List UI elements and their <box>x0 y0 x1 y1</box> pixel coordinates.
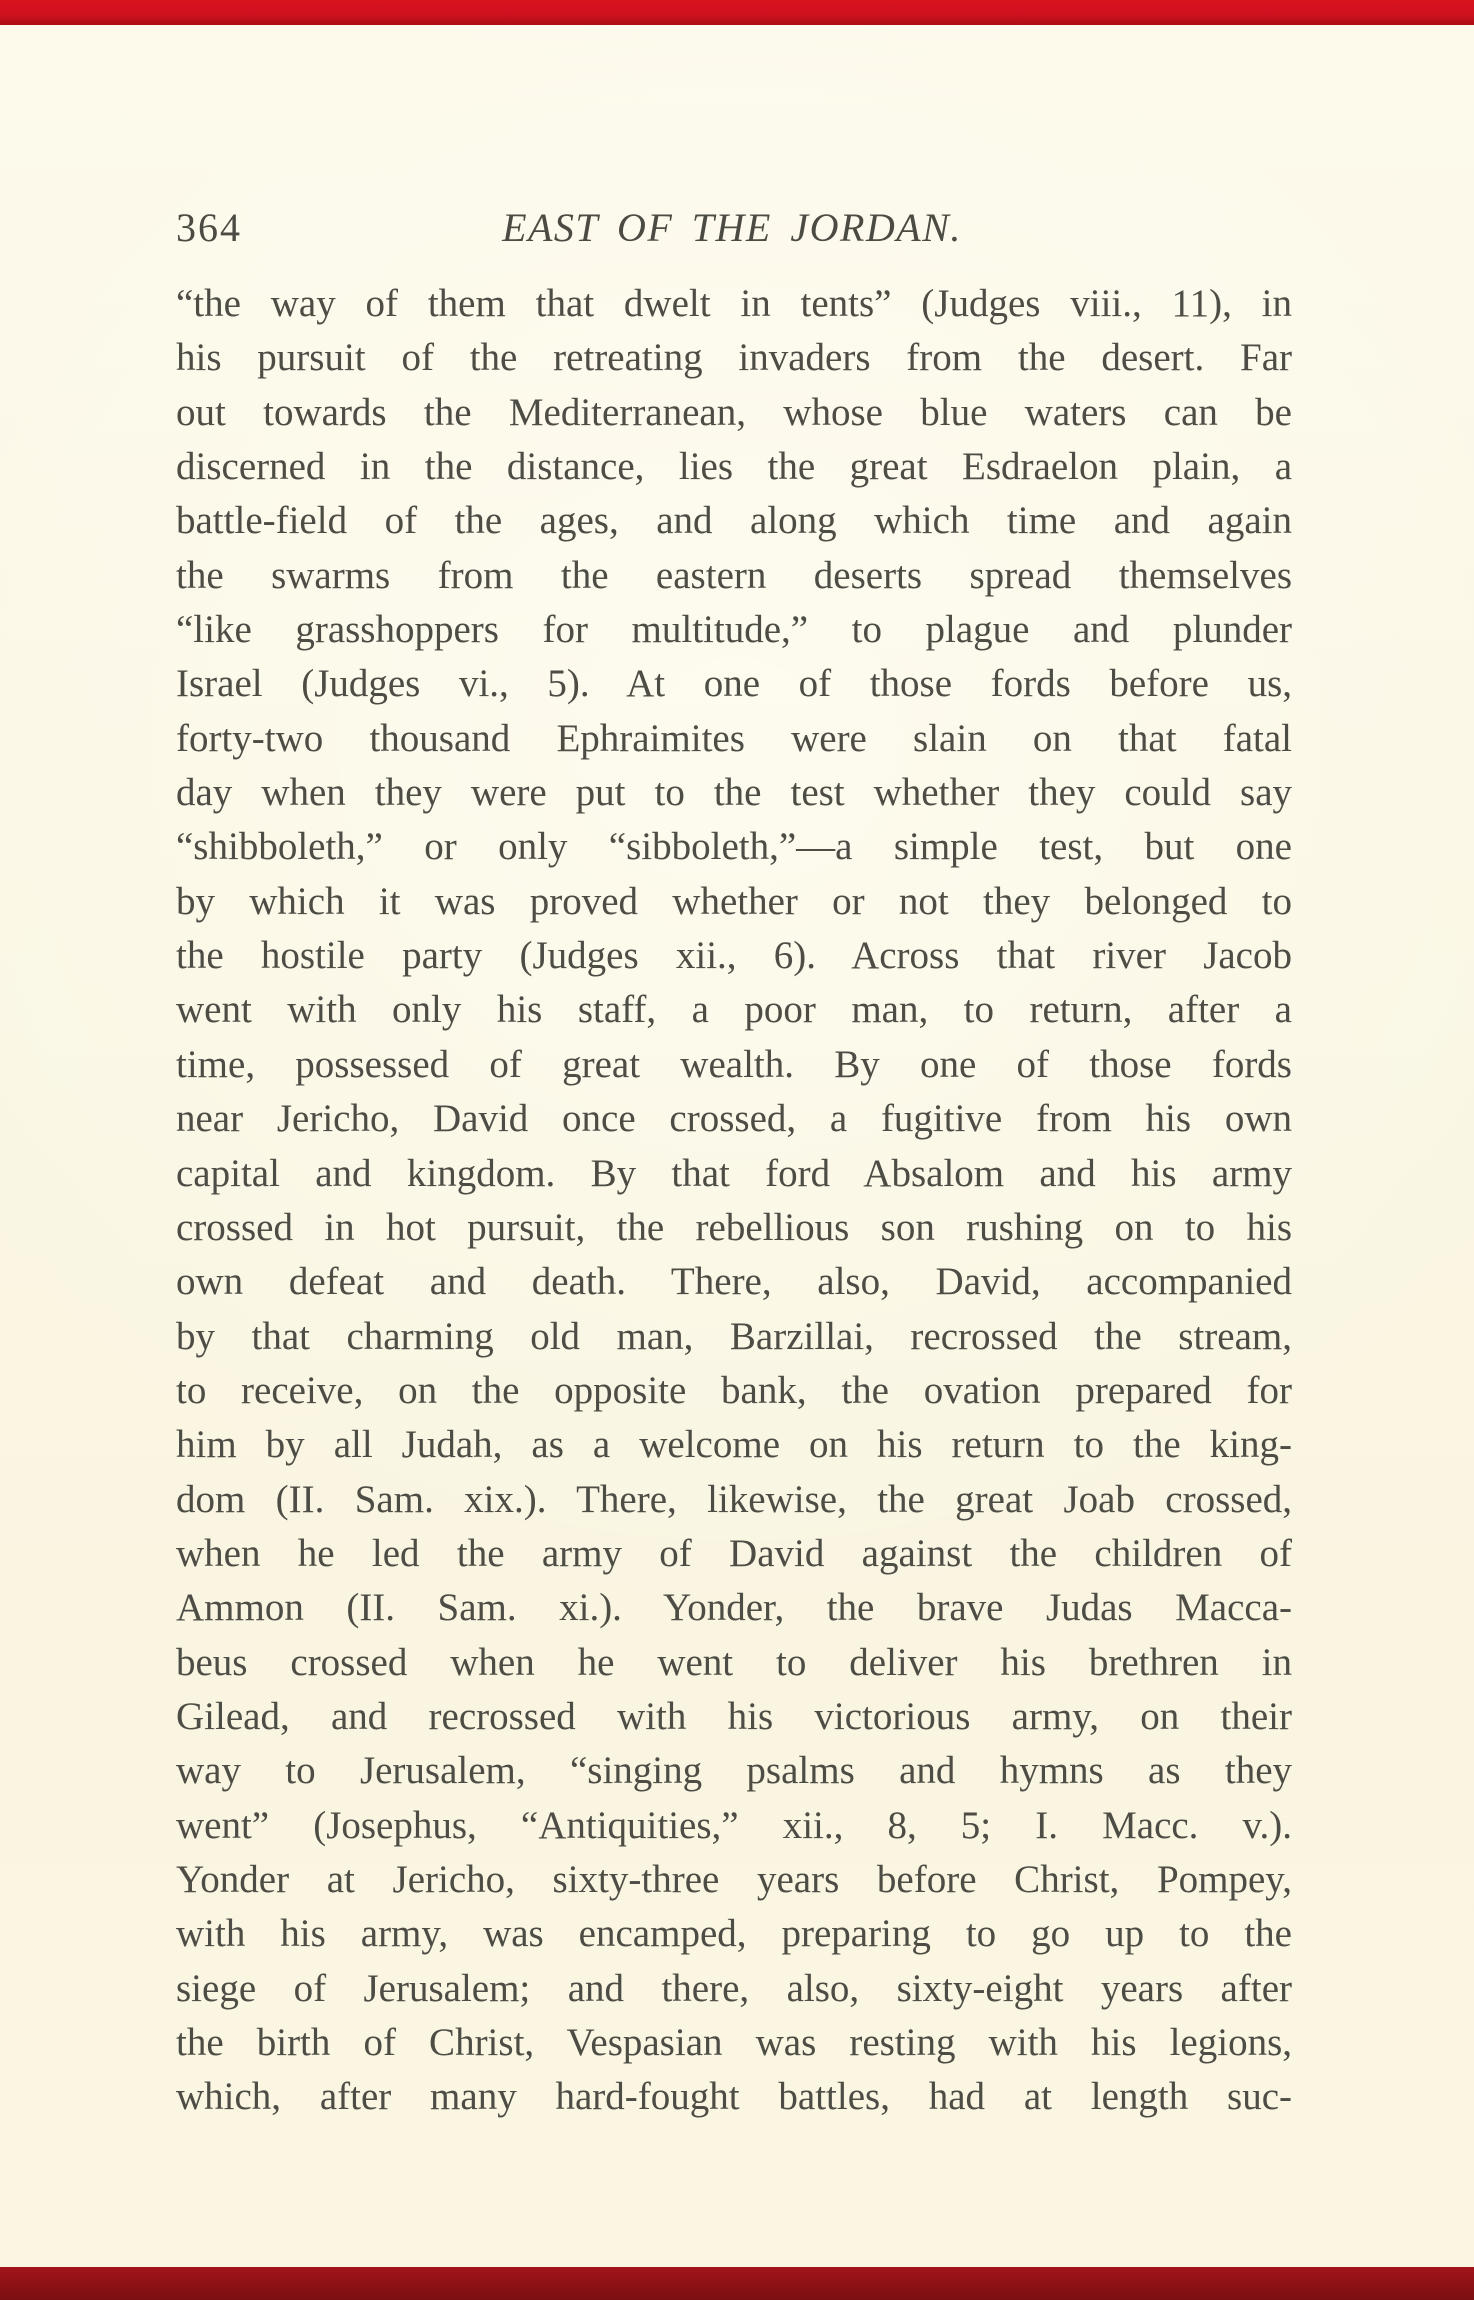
text-line: the birth of Christ, Vespasian was resting with his legions, <box>176 2021 1292 2064</box>
text-line: Yonder at Jericho, sixty-three years before Christ, Pompey, <box>176 1857 1292 1901</box>
text-line: discerned in the distance, lies the great Esdraelon plain, a <box>176 445 1292 489</box>
text-line: day when they were put to the test whether they could say <box>176 771 1292 815</box>
text-line: way to Jerusalem, “singing psalms and hymns as they <box>176 1749 1292 1793</box>
text-line: to receive, on the opposite bank, the ovation prepared for <box>176 1368 1292 1412</box>
text-line: dom (II. Sam. xix.). There, likewise, the great Joab crossed, <box>176 1477 1292 1521</box>
text-line: “shibboleth,” or only “sibboleth,”—a simple test, but one <box>176 825 1292 869</box>
body-text <box>176 277 1292 2125</box>
text-line: by which it was proved whether or not they belonged to <box>176 879 1292 923</box>
text-line: Ammon (II. Sam. xi.). Yonder, the brave Judas Macca- <box>176 1586 1292 1630</box>
text-line: by that charming old man, Barzillai, recrossed the stream, <box>176 1314 1292 1358</box>
running-title: EAST OF THE JORDAN. <box>502 205 962 250</box>
text-line: the hostile party (Judges xii., 6). Across that river Jacob <box>176 934 1292 978</box>
text-line: with his army, was encamped, preparing to go up to the <box>176 1912 1292 1956</box>
text-line: his pursuit of the retreating invaders from the desert. Far <box>176 336 1292 380</box>
text-line: went with only his staff, a poor man, to return, after a <box>176 988 1292 1032</box>
text-line: own defeat and death. There, also, David, accompanied <box>176 1260 1292 1304</box>
text-line: “like grasshoppers for multitude,” to plague and plunder <box>176 608 1292 652</box>
book-cover-top-edge <box>0 0 1474 25</box>
text-line: time, possessed of great wealth. By one of those fords <box>176 1042 1292 1086</box>
text-line: battle-field of the ages, and along which time and again <box>176 499 1292 543</box>
text-line: near Jericho, David once crossed, a fugitive from his own <box>176 1097 1292 1141</box>
text-line: which, after many hard-fought battles, had at length suc- <box>176 2075 1292 2119</box>
text-line: when he led the army of David against the children of <box>176 1531 1292 1575</box>
page-number: 364 <box>176 205 242 250</box>
text-line: him by all Judah, as a welcome on his return to the king- <box>176 1423 1292 1467</box>
book-cover-bottom-edge <box>0 2267 1474 2300</box>
text-line: capital and kingdom. By that ford Absalom and his army <box>176 1151 1292 1195</box>
text-line: forty-two thousand Ephraimites were slain on that fatal <box>176 716 1292 760</box>
text-line: “the way of them that dwelt in tents” (Judges viii., 11), in <box>176 282 1292 325</box>
page-header <box>0 204 1474 256</box>
text-line: went” (Josephus, “Antiquities,” xii., 8, 5; I. Macc. v.). <box>176 1803 1292 1847</box>
text-line: out towards the Mediterranean, whose blue waters can be <box>176 390 1292 434</box>
text-line: the swarms from the eastern deserts spread themselves <box>176 553 1292 597</box>
text-line: Israel (Judges vi., 5). At one of those fords before us, <box>176 662 1292 706</box>
text-line: crossed in hot pursuit, the rebellious son rushing on to his <box>176 1205 1292 1249</box>
text-line: siege of Jerusalem; and there, also, sixty-eight years after <box>176 1966 1292 2010</box>
text-line: Gilead, and recrossed with his victorious army, on their <box>176 1694 1292 1738</box>
text-line: beus crossed when he went to deliver his brethren in <box>176 1640 1292 1684</box>
